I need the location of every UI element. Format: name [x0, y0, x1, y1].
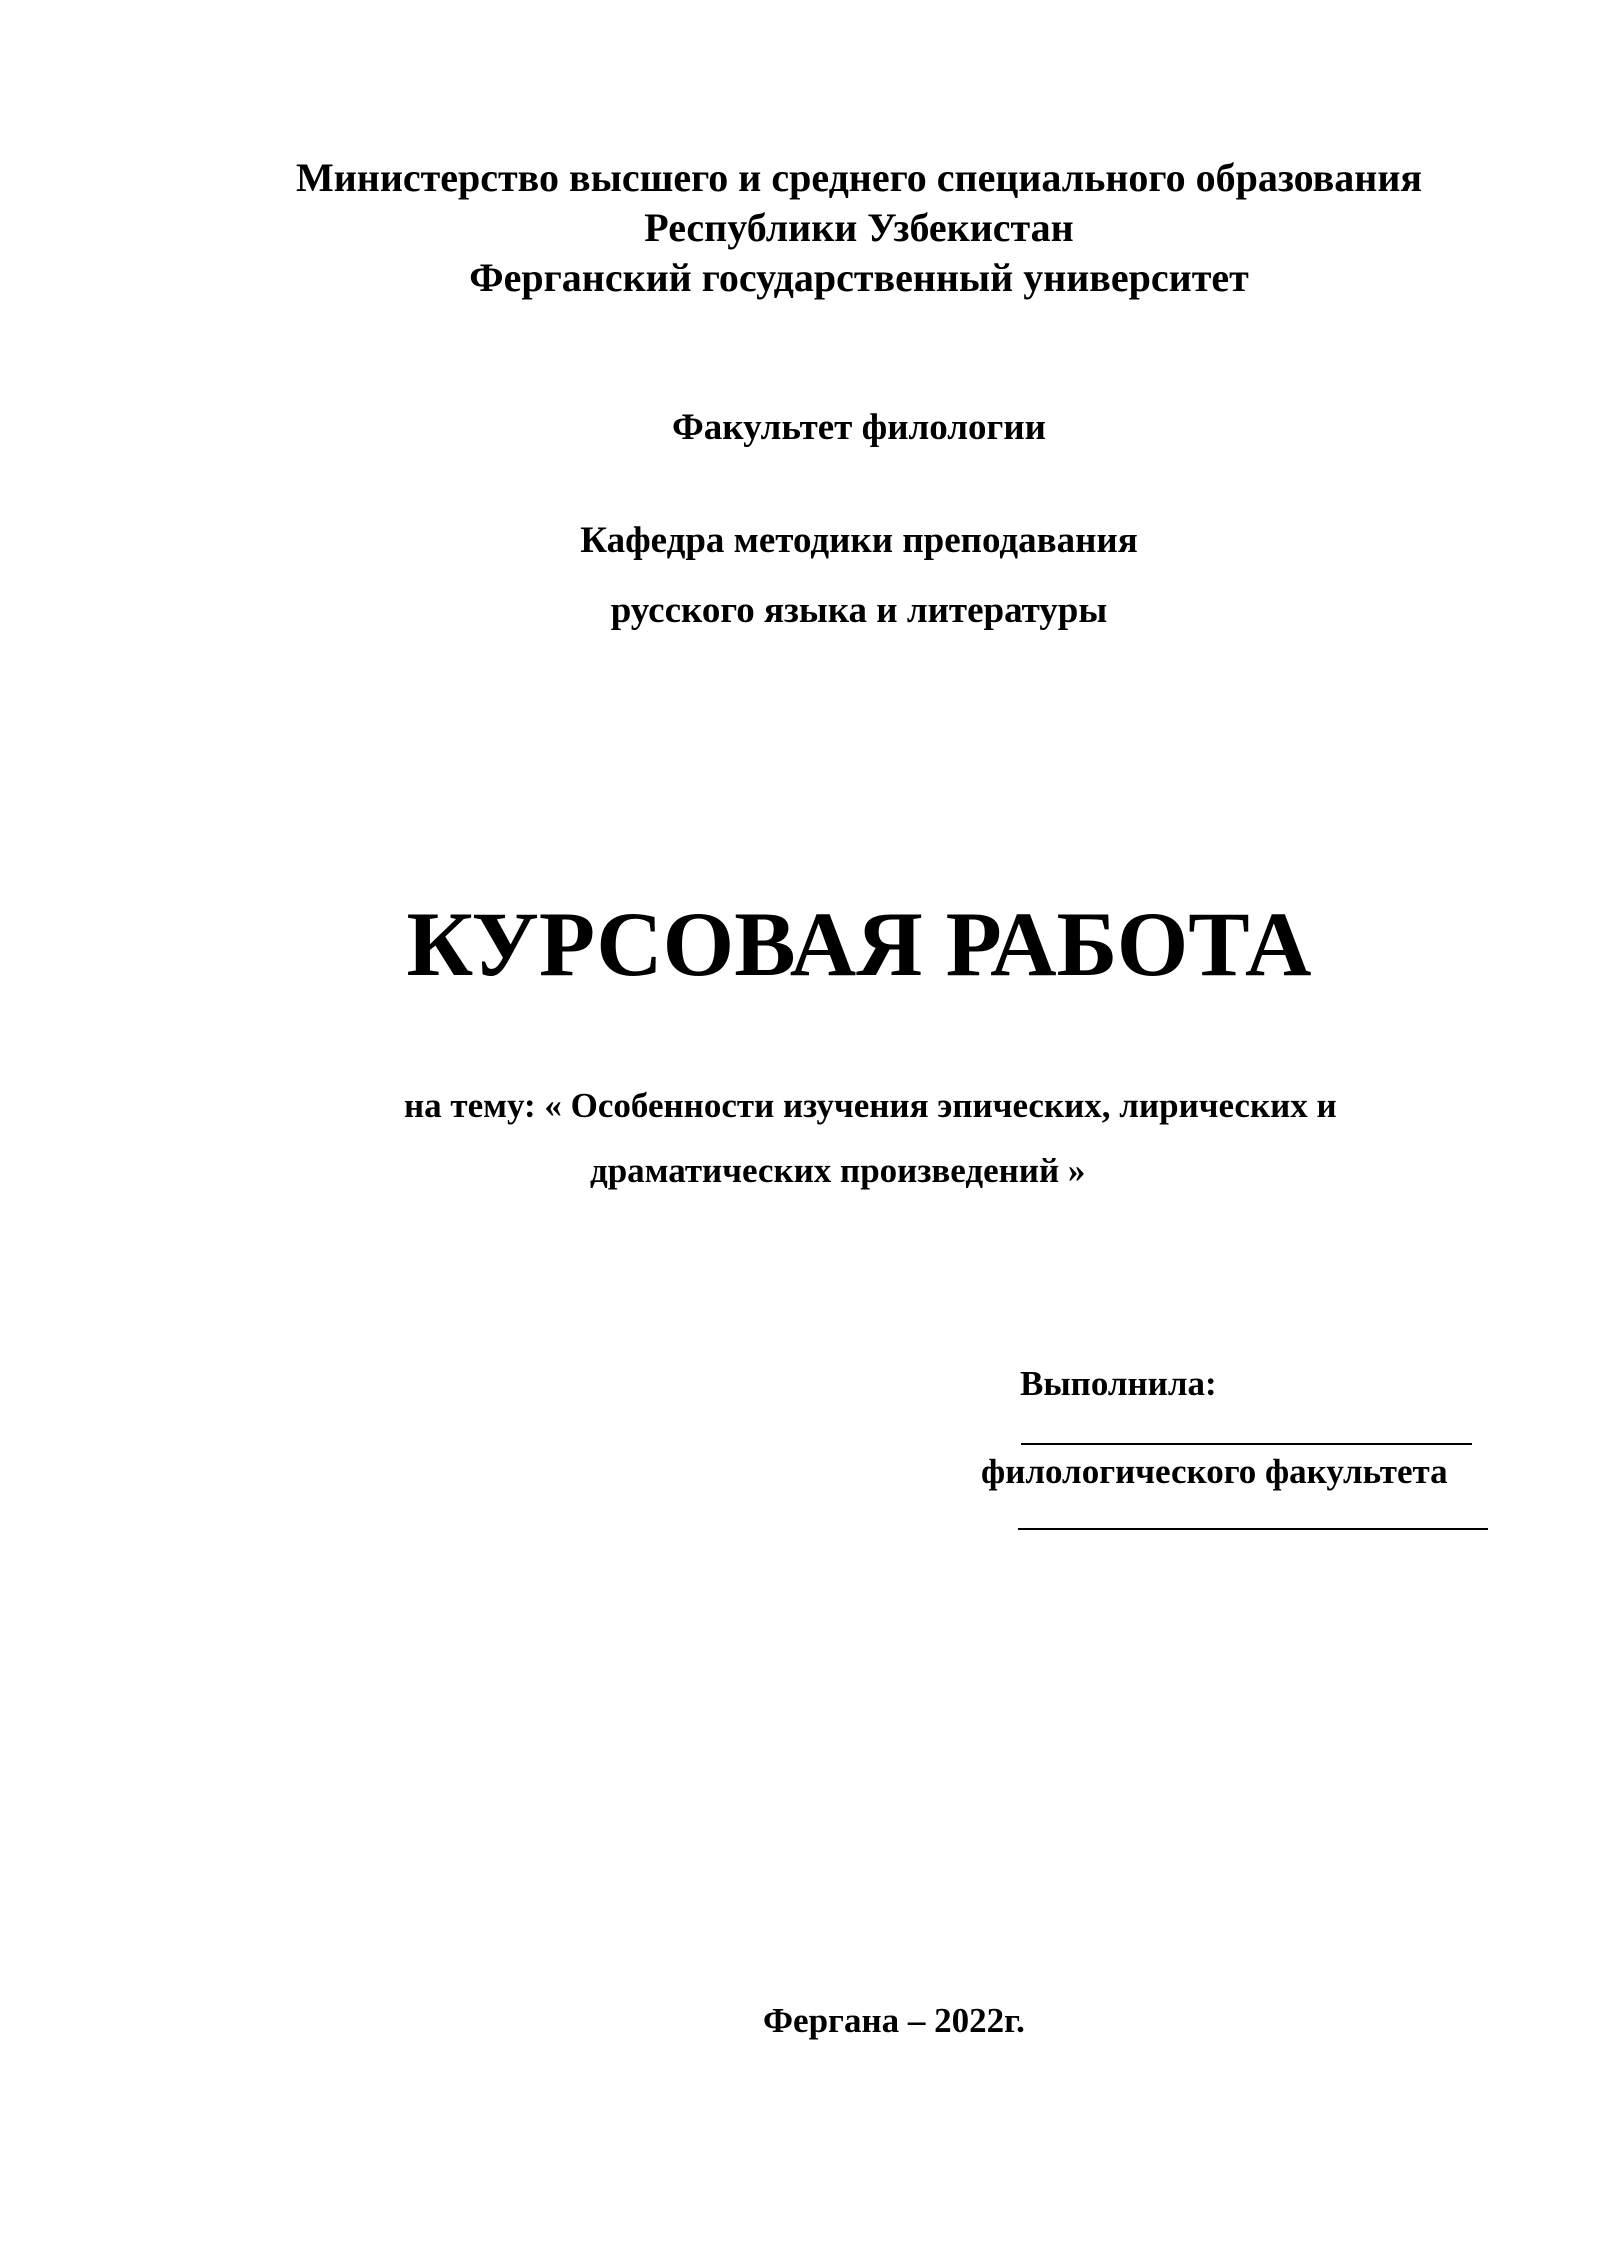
student-name-blank [1021, 1443, 1472, 1445]
topic-line-2: драматических произведений » [590, 1151, 1086, 1190]
university-name: Ферганский государственный университет [469, 255, 1249, 300]
ministry-line-1: Министерство высшего и среднего специального образования [295, 155, 1422, 200]
department-line-1: Кафедра методики преподавания [580, 520, 1138, 561]
performed-label: Выполнила: [1020, 1364, 1217, 1403]
city-year: Фергана – 2022г. [763, 2001, 1025, 2040]
faculty-label: филологического факультета [981, 1452, 1448, 1491]
group-blank [1018, 1528, 1488, 1530]
document-title: КУРСОВАЯ РАБОТА [406, 893, 1312, 995]
faculty-name: Факультет филологии [672, 407, 1046, 448]
topic-line-1: на тему: « Особенности изучения эпических, лирических и [404, 1086, 1337, 1125]
ministry-line-2: Республики Узбекистан [644, 205, 1074, 250]
department-line-2: русского языка и литературы [610, 590, 1108, 631]
